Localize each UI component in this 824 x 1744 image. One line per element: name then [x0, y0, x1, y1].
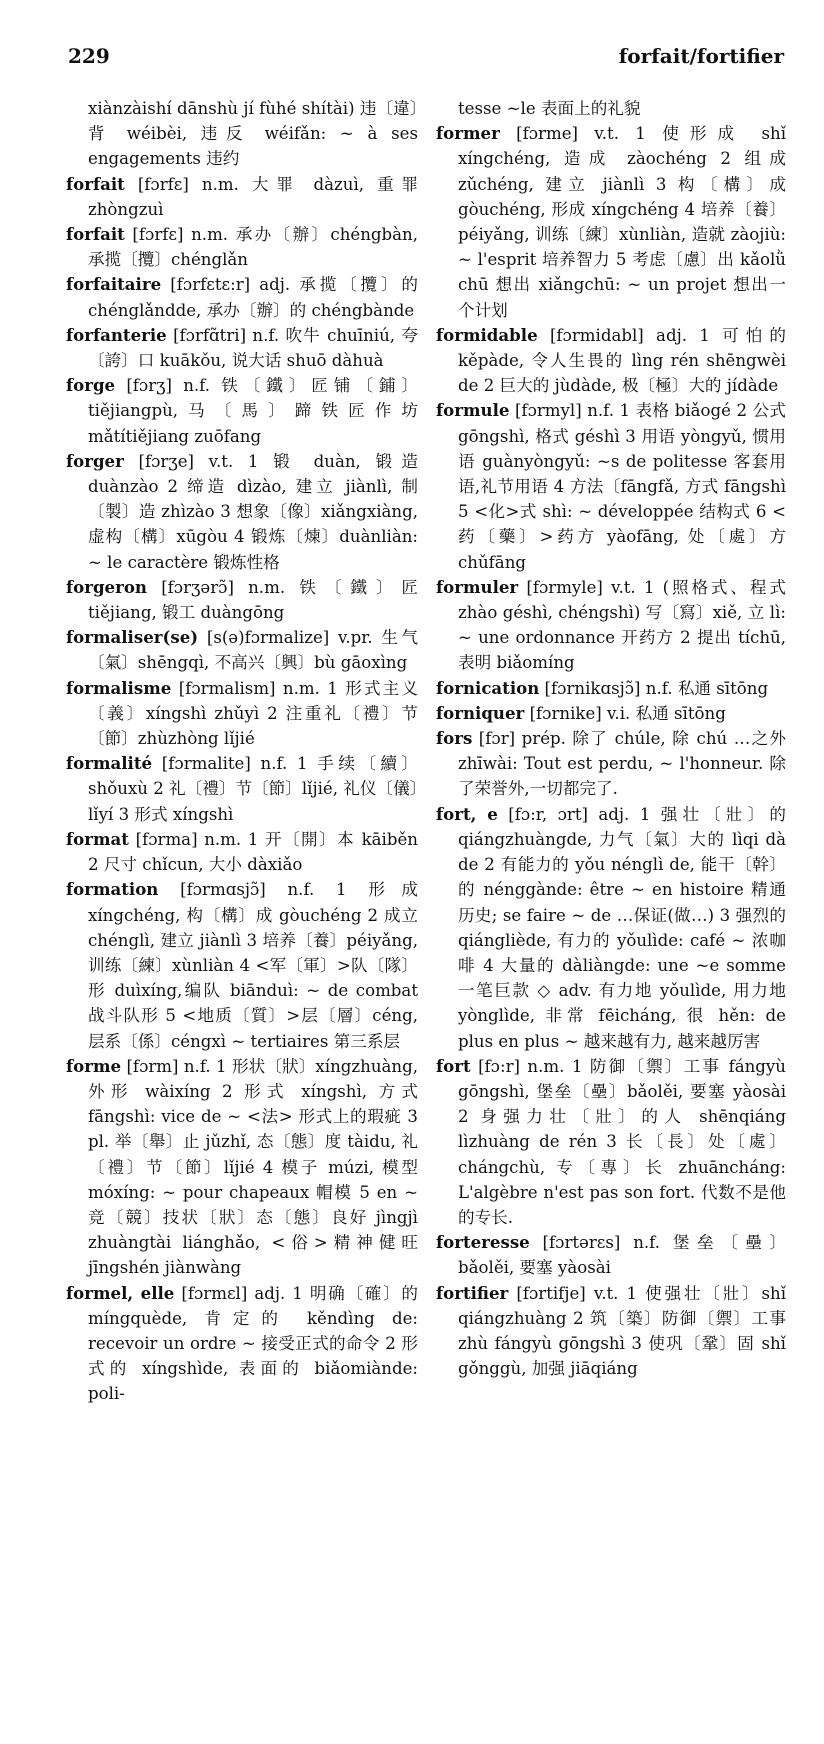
dictionary-entry [436, 323, 786, 399]
dictionary-entry [66, 323, 418, 373]
headword: fornication [436, 677, 540, 698]
entry-definition: [fɔrʒe] v.t. 1 锻 duàn, 锻造 duànzào 2 缔造 dìzào, 建立 jiànlì, 制〔製〕造 zhìzào 3 想象〔像〕xiǎngxiàng, 虚构〔構〕xūgòu 4 锻炼〔煉〕duànliàn: ~ le caractère 锻炼性格 [88, 451, 418, 572]
headword: formuler [436, 576, 519, 597]
headword: formalisme [66, 677, 172, 698]
headword: fort [436, 1055, 471, 1076]
entry-definition: [fɔrmalism] n.m. 1 形式主义〔義〕xíngshì zhǔyì 2 注重礼〔禮〕节〔節〕zhùzhòng lǐjié [88, 678, 418, 749]
entry-definition: [fɔrfɛ] n.m. 大罪 dàzuì, 重罪 zhòngzuì [88, 174, 418, 219]
headword: forge [66, 375, 116, 396]
headword: former [436, 123, 500, 144]
left-column [66, 96, 418, 1407]
dictionary-entry [66, 625, 418, 675]
entry-definition: [fɔrmɑsjɔ̃] n.f. 1 形成 xíngchéng, 构〔構〕成 gòuchéng 2 成立 chénglì, 建立 jiànlì 3 培养〔養〕péiyǎng, 训练〔練〕xùnliàn 4 <军〔軍〕>队〔隊〕形 duìxíng,编队 biānduì: ~ de combat 战斗队形 5 <地质〔質〕>层〔層〕céng, 层系〔係〕céngxì ~ tertiaires 第三系层 [88, 880, 418, 1051]
headword: format [66, 828, 129, 849]
dictionary-entry [66, 373, 418, 449]
entry-definition: [fɔrʒ] n.f. 铁〔鐵〕匠铺〔鋪〕tiějiangpù,马〔馬〕蹄铁匠作坊 mǎtítiějiang zuōfang [88, 376, 418, 446]
dictionary-entry [436, 726, 786, 802]
headword: formalité [66, 753, 153, 774]
dictionary-entry [436, 701, 786, 726]
entry-definition: [fɔrnike] v.i. 私通 sītōng [524, 703, 726, 723]
dictionary-entry [436, 1054, 786, 1230]
entry-definition: [fɔrtərɛs] n.f. 堡垒〔壘〕bǎolěi, 要塞 yàosài [458, 1233, 786, 1278]
dictionary-entry [66, 172, 418, 222]
entry-definition: [fɔrfɛ] n.m. 承办〔辦〕chéngbàn, 承揽〔攬〕chénglǎn [88, 225, 418, 270]
dictionary-entry [66, 1054, 418, 1281]
entry-definition: [fɔrme] v.t. 1 使形成 shǐ xíngchéng, 造成 zàochéng 2 组成 zǔchéng, 建立 jiànlì 3 构〔構〕成 gòuchéng, 形成 xíngchéng 4 培养〔養〕péiyǎng, 训练〔練〕xùnliàn, 造就 zàojiù: ~ l'esprit 培养智力 5 考虑〔慮〕出 kǎolǜ chū 想出 xiǎngchū: ~ un projet 想出一个计划 [458, 124, 786, 320]
dictionary-entry [66, 222, 418, 272]
entry-definition: [fɔ:r, ɔrt] adj. 1 强壮〔壯〕的 qiángzhuàngde, 力气〔氣〕大的 lìqi dà de 2 有能力的 yǒu nénglì de, 能干〔幹〕的 nénggànde: être ~ en histoire 精通历史; se faire ~ de …保证(做…) 3 强烈的 qiángliède, 有力的 yǒulìde: café ~ 浓咖啡 4 大量的 dàliàngde: une ~e somme 一笔巨款 ◇ adv. 有力地 yǒulìde, 用力地 yònglìde, 非常 fēicháng, 很 hěn: de plus en plus ~ 越来越有力, 越来越厉害 [458, 804, 786, 1051]
dictionary-entry [66, 1281, 418, 1407]
entry-definition: [fɔrʒərɔ̃] n.m. 铁〔鐵〕匠 tiějiang, 锻工 duàngōng [88, 577, 418, 623]
right-column [436, 96, 786, 1381]
entry-definition: tesse ~le 表面上的礼貌 [458, 99, 641, 118]
entry-definition: [s(ə)fɔrmalize] v.pr. 生气〔氣〕shēngqì, 不高兴〔興〕bù gāoxìng [88, 628, 418, 673]
dictionary-entry [436, 802, 786, 1054]
entry-definition: [fɔrma] n.m. 1 开〔開〕本 kāiběn 2 尺寸 chǐcun, 大小 dàxiǎo [88, 829, 418, 875]
dictionary-entry [66, 751, 418, 827]
headword: formation [66, 879, 159, 900]
headword: fort, e [436, 803, 498, 824]
entry-definition: [fɔrmidabl] adj. 1 可怕的 kěpàde, 令人生畏的 lìng rén shēngwèi de 2 巨大的 jùdàde, 极〔極〕大的 jídàde [458, 325, 786, 396]
headword: formule [436, 400, 510, 421]
headword: forfaitaire [66, 274, 162, 295]
dictionary-entry [436, 575, 786, 676]
dictionary-entry [66, 877, 418, 1053]
entry-definition: [fɔ:r] n.m. 1 防御〔禦〕工事 fángyù gōngshì, 堡垒〔壘〕bǎolěi, 要塞 yàosài 2 身强力壮〔壯〕的人 shēnqiáng lìzhuàng de rén 3 长〔長〕处〔處〕chángchù, 专〔專〕长 zhuāncháng: L'algèbre n'est pas son fort. 代数不是他的专长. [458, 1056, 786, 1227]
entry-definition: [fɔrm] n.f. 1 形状〔狀〕xíngzhuàng, 外形 wàixíng 2 形式 xíngshì, 方式 fāngshì: vice de ~ <法> 形式上的瑕疵 3 pl. 举〔舉〕止 jǔzhǐ, 态〔態〕度 tàidu, 礼〔禮〕节〔節〕lǐjié 4 模子 múzi, 模型 móxíng: ~ pour chapeaux 帽模 5 en ~ 竞〔競〕技状〔狀〕态〔態〕良好 jìngjì zhuàngtài liánghǎo, <俗>精神健旺 jīngshén jiànwàng [88, 1056, 418, 1278]
entry-definition: [fɔrfɛtɛ:r] adj. 承揽〔攬〕的 chénglǎndde, 承办〔辦〕的 chéngbànde [88, 275, 418, 320]
headword: forteresse [436, 1232, 530, 1253]
dictionary-entry [436, 96, 786, 121]
entry-definition: [fɔrmyl] n.f. 1 表格 biǎogé 2 公式 gōngshì, 格式 géshì 3 用语 yòngyǔ, 惯用语 guànyòngyǔ: ~s de politesse 客套用语,礼节用语 4 方法〔fāngfǎ, 方式 fāngshì 5 <化>式 shì: ~ développée 结构式 6 <药〔藥〕>药方 yàofāng, 处〔處〕方 chǔfāng [458, 401, 786, 572]
headword: forger [66, 450, 124, 471]
guide-words: forfait/fortifier [618, 44, 784, 68]
headword: forfait [66, 224, 125, 245]
entry-definition: xiànzàishí dānshù jí fùhé shítài) 违〔違〕背 wéibèi, 违反 wéifǎn: ~ à ses engagements 违约 [88, 99, 418, 169]
dictionary-entry [436, 676, 786, 701]
entry-definition: [fɔrmyle] v.t. 1 (照格式、程式 zhào géshì, chéngshì) 写〔寫〕xiě, 立 lì: ~ une ordonnance 开药方 2 提出 tíchū, 表明 biǎomíng [458, 577, 786, 673]
headword: formidable [436, 324, 538, 345]
entry-definition: [fɔrmɛl] adj. 1 明确〔確〕的 míngquède, 肯定的 kěndìng de: recevoir un ordre ~ 接受正式的命令 2 形式的 xíngshìde, 表面的 biǎomiànde: poli- [88, 1283, 418, 1404]
headword: formel, elle [66, 1282, 175, 1303]
dictionary-entry [436, 398, 786, 574]
headword: formaliser(se) [66, 627, 199, 648]
headword: fortifier [436, 1282, 509, 1303]
headword: forgeron [66, 576, 147, 597]
headword: fors [436, 728, 473, 749]
page-number: 229 [68, 44, 110, 68]
dictionary-entry [436, 1230, 786, 1280]
dictionary-entry [66, 575, 418, 625]
entry-definition: [fɔrnikɑsjɔ̃] n.f. 私通 sītōng [539, 678, 769, 698]
dictionary-entry [66, 272, 418, 322]
headword: forme [66, 1055, 122, 1076]
headword: forfanterie [66, 324, 167, 345]
headword: forniquer [436, 702, 525, 723]
dictionary-entry [66, 827, 418, 877]
dictionary-entry [436, 1281, 786, 1382]
entry-definition: [fɔrmalite] n.f. 1 手续〔續〕shǒuxù 2 礼〔禮〕节〔節〕lǐjié, 礼仪〔儀〕lǐyí 3 形式 xíngshì [88, 754, 418, 824]
dictionary-entry [436, 121, 786, 323]
dictionary-entry [66, 449, 418, 575]
entry-definition: [fɔr] prép. 除了 chúle, 除 chú …之外 zhīwài: Tout est perdu, ~ l'honneur. 除了荣誉外,一切都完了. [458, 729, 786, 799]
dictionary-entry [66, 96, 418, 172]
entry-definition: [fɔrfɑ̃tri] n.f. 吹牛 chuīniú, 夸〔誇〕口 kuākǒu, 说大话 shuō dàhuà [88, 325, 418, 371]
headword: forfait [66, 173, 125, 194]
dictionary-entry [66, 676, 418, 752]
entry-definition: [fɔrtifje] v.t. 1 使强壮〔壯〕shǐ qiángzhuàng 2 筑〔築〕防御〔禦〕工事 zhù fángyù gōngshì 3 使巩〔鞏〕固 shǐ gǒnggù, 加强 jiāqiáng [458, 1283, 786, 1379]
